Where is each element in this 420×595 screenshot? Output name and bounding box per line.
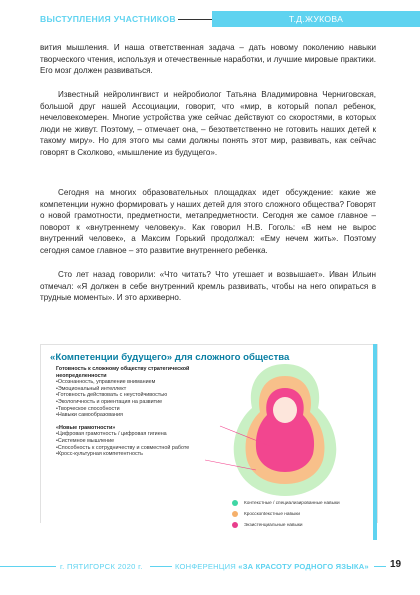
matryoshka-illustration — [200, 360, 370, 500]
legend-dot-icon — [232, 522, 238, 528]
footer-divider — [150, 566, 172, 567]
author-name: Т.Д.ЖУКОВА — [288, 14, 344, 24]
group1-title: Готовность к сложному обществу стратегической неопределенности — [56, 366, 190, 379]
group1-item: •Эмоциональный интеллект — [56, 385, 127, 392]
footer-divider — [374, 566, 386, 567]
infographic-title: «Компетенции будущего» для сложного общества — [50, 352, 290, 363]
group2-item: •Способность к сотрудничеству и совместной работе — [56, 444, 190, 451]
legend — [232, 497, 377, 530]
paragraph-4: Сто лет назад говорили: «Что читать? Что утешает и возвышает». Иван Ильин отмечал: «Я должен в себе внутренний кремль развивать, чтобы на него опираться в трудные моменты». И это архиверно. — [40, 270, 376, 303]
footer-city: г. ПЯТИГОРСК 2020 г. — [60, 562, 143, 571]
legend-dot-icon — [232, 500, 238, 506]
competencies-list — [56, 366, 224, 516]
paragraph-2: Известный нейролингвист и нейробиолог Татьяна Владимировна Черниговская, большой друг нашей Ассоциации, говорит, что «мир, в который попал ребенок, нечеловекомерен. Многие устройства уже сейчас действуют со скоростями, в которых люди не живут. Поэтому, – отмечает она, – безответственно не готовить наших детей к такому миру». Но для этого мы сами должны понять этот мир, развивать, как сейчас говорят в Сколково, «мышление из будущего». — [40, 90, 376, 157]
group2-item: •Системное мышление — [56, 437, 115, 444]
group1-item: •Экологичность и ориентация на развитие — [56, 398, 163, 405]
group2-title: «Новые грамотности» — [56, 424, 116, 431]
doll-face — [273, 397, 297, 423]
footer-conference: КОНФЕРЕНЦИЯ «ЗА КРАСОТУ РОДНОГО ЯЗЫКА» — [175, 562, 369, 571]
group1-item: •Творческое способности — [56, 405, 120, 412]
group2-item: •Кросс-культурная компетентность — [56, 451, 143, 458]
group1-item: •Навыки самообразования — [56, 412, 123, 419]
section-title: ВЫСТУПЛЕНИЯ УЧАСТНИКОВ — [40, 14, 176, 24]
paragraph-1: вития мышления. И наша ответственная задача – дать новому поколению навыки творческого чтения, используя и отечественные наработки, и лучшие мировые практики. Его мозг должен развиваться. — [40, 43, 376, 76]
legend-item: Кросскontекстные навыки — [232, 508, 377, 519]
legend-item: Экзистенциальные навыки — [232, 519, 377, 530]
footer-divider — [0, 566, 56, 567]
page-number: 19 — [390, 559, 402, 570]
group1-item: •Осознанность, управление вниманием — [56, 379, 156, 386]
legend-item: Контекстные / специализированные навыки — [232, 497, 377, 508]
header-divider — [178, 19, 212, 20]
group1-item: •Готовность действовать с неустойчивостью — [56, 392, 168, 399]
legend-dot-icon — [232, 511, 238, 517]
paragraph-3: Сегодня на многих образовательных площадках идет обсуждение: какие же компетенции нужно формировать у наших детей для этого сложного общества? Говорят о новой грамотности, предметности, метапредметности. Сегодня же самое главное – поворот к «внутреннему человеку». Как говорил Н.В. Гоголь: «В нем не вырос внутренний человек», а Максим Горький продолжал: «Ему нечем жить». Поэтому сегодня самое главное – это развитие внутреннего ребенка. — [40, 188, 376, 255]
group2-item: •Цифровая грамотность / цифровая гигиена — [56, 431, 167, 438]
